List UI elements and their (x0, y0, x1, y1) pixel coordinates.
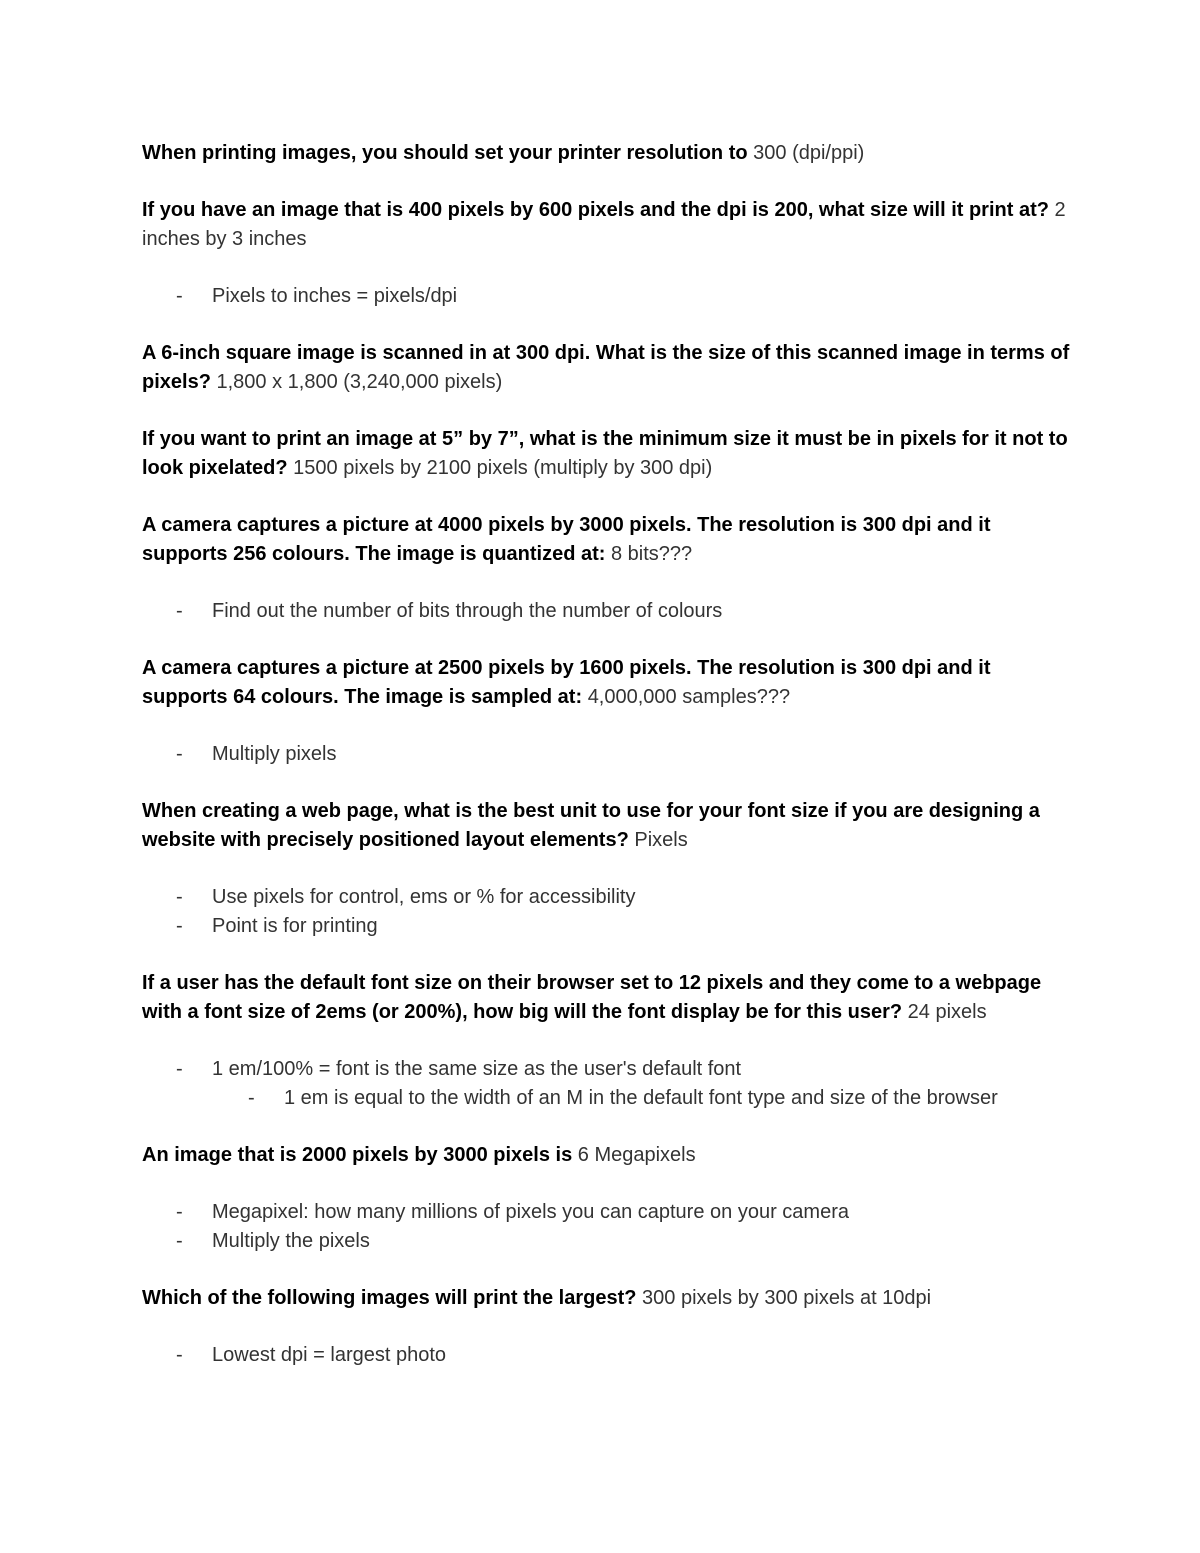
answer-text: 4,000,000 samples??? (587, 686, 791, 708)
answer-text: 1,800 x 1,800 (3,240,000 pixels) (216, 371, 503, 393)
question-text: When printing images, you should set your printer resolution to (142, 142, 748, 164)
question-text: An image that is 2000 pixels by 3000 pixels is (142, 1144, 573, 1166)
bullet-dash: - (176, 1201, 183, 1223)
question-paragraph (142, 969, 1072, 1027)
answer-text: 1500 pixels by 2100 pixels (multiply by 300 dpi) (293, 457, 713, 479)
bullet-dash: - (248, 1087, 255, 1109)
answer-text: 300 (dpi/ppi) (753, 142, 865, 164)
sub-note-text: 1 em is equal to the width of an M in the default font type and size of the browser (284, 1087, 998, 1109)
note-text: Use pixels for control, ems or % for accessibility (212, 886, 636, 908)
question-paragraph (142, 1284, 1072, 1313)
note-list (142, 883, 1072, 941)
note-text: Megapixel: how many millions of pixels you can capture on your camera (212, 1201, 849, 1223)
note-item (142, 597, 1072, 626)
question-text: A 6-inch square image is scanned in at 300 dpi. What is the size of this scanned image in terms of pixels? (142, 342, 1070, 393)
note-item (142, 1341, 1072, 1370)
note-text: Multiply pixels (212, 743, 337, 765)
note-text: Find out the number of bits through the number of colours (212, 600, 723, 622)
question-paragraph (142, 139, 1072, 168)
question-text: If you want to print an image at 5” by 7”, what is the minimum size it must be in pixels for it not to look pixelated? (142, 428, 1068, 479)
answer-text: 6 Megapixels (577, 1144, 696, 1166)
question-paragraph (142, 339, 1072, 397)
sub-note-item (142, 1084, 1072, 1113)
answer-text: 300 pixels by 300 pixels at 10dpi (642, 1287, 932, 1309)
answer-text: Pixels (634, 829, 688, 851)
bullet-dash: - (176, 1230, 183, 1252)
note-item (142, 883, 1072, 912)
question-text: If a user has the default font size on their browser set to 12 pixels and they come to a webpage with a font size of 2ems (or 200%), how big will the font display be for this user? (142, 972, 1042, 1023)
note-list (142, 1341, 1072, 1370)
note-item (142, 282, 1072, 311)
bullet-dash: - (176, 1344, 183, 1366)
question-text: A camera captures a picture at 2500 pixels by 1600 pixels. The resolution is 300 dpi and it supports 64 colours. The image is sampled at: (142, 657, 991, 708)
bullet-dash: - (176, 285, 183, 307)
note-item (142, 1227, 1072, 1256)
bullet-dash: - (176, 1058, 183, 1080)
question-paragraph (142, 511, 1072, 569)
bullet-dash: - (176, 600, 183, 622)
question-paragraph (142, 1141, 1072, 1170)
question-text: A camera captures a picture at 4000 pixels by 3000 pixels. The resolution is 300 dpi and it supports 256 colours. The image is quantized at: (142, 514, 991, 565)
question-text: If you have an image that is 400 pixels by 600 pixels and the dpi is 200, what size will it print at? (142, 199, 1049, 221)
note-text: 1 em/100% = font is the same size as the user's default font (212, 1058, 742, 1080)
question-paragraph (142, 425, 1072, 483)
note-list (142, 282, 1072, 311)
note-text: Pixels to inches = pixels/dpi (212, 285, 458, 307)
note-list (142, 1055, 1072, 1113)
note-list (142, 597, 1072, 626)
note-list (142, 740, 1072, 769)
answer-text: 2 inches by 3 inches (142, 199, 1066, 250)
question-text: Which of the following images will print the largest? (142, 1287, 637, 1309)
note-list (142, 1198, 1072, 1256)
answer-text: 24 pixels (907, 1001, 987, 1023)
bullet-dash: - (176, 743, 183, 765)
question-text: When creating a web page, what is the best unit to use for your font size if you are designing a website with precisely positioned layout elements? (142, 800, 1040, 851)
question-paragraph (142, 654, 1072, 712)
note-item (142, 1055, 1072, 1084)
document-page (142, 139, 1072, 1398)
question-paragraph (142, 797, 1072, 855)
note-text: Multiply the pixels (212, 1230, 370, 1252)
bullet-dash: - (176, 886, 183, 908)
note-item (142, 912, 1072, 941)
note-text: Point is for printing (212, 915, 378, 937)
note-item (142, 740, 1072, 769)
question-paragraph (142, 196, 1072, 254)
answer-text: 8 bits??? (611, 543, 693, 565)
bullet-dash: - (176, 915, 183, 937)
note-item (142, 1198, 1072, 1227)
note-text: Lowest dpi = largest photo (212, 1344, 447, 1366)
